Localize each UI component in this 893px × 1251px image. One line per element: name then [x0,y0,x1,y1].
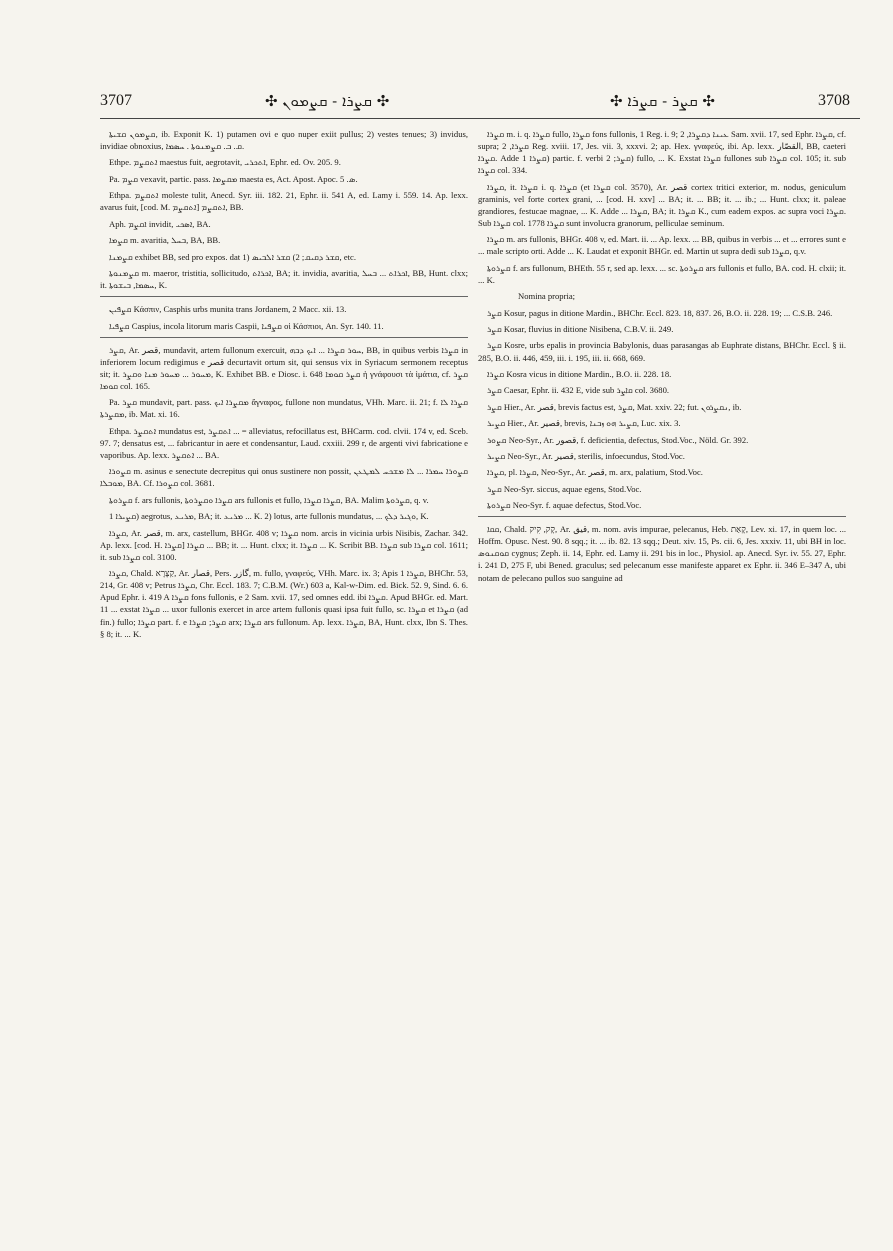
dictionary-entry: ܩܨܪܐ m. ars fullonis, BHGr. 408 v, ed. Mart. ii. ... Ap. lexx. ... BB, quibus in verbis ... et ... errores sunt e ... male scripto orti. Adde ... K. Laudat et exponit BHGr. ed. Martin ut supra dedi sub ܩܨܪܐ, q.v. [478,234,846,257]
dictionary-entry: ܩܨܦܝܢ Κάσπιν, Casphis urbs munita trans Jordanem, 2 Macc. xii. 13. [109,304,347,315]
dictionary-entry: ܩܨܦܝܐ Caspius, incola litorum maris Caspii, ܩܨܦܝܐ οἱ Κάσπιοι, An. Syr. 140. 11. [109,320,384,331]
dictionary-entry: Aph. ܐܩܨܡ invidit, ܐܣܟܝ, BA. [109,218,211,229]
dictionary-entry: ܩܨܡܐ m. avaritia, ܒܚܠ, BA, BB. [109,235,221,246]
right-page-number: 3708 [818,92,850,109]
dictionary-entry: ܩܨܪܘܬܐ f. ars fullonis, ܩܨܪܐ ܘܩܨܪܘܬܐ ars fullonis et fullo, ܩܨܪܐ ܩܨܪܐ, BA. Malim ܩܨܪܘܬܐ, q. v. [109,494,429,505]
right-running-title: ✣ ܩܨܪ - ܩܨܪܐ ✣ [610,92,715,110]
dictionary-entry: ܩܨܪ Caesar, Ephr. ii. 432 E, vide sub ܩܐܨܪ col. 3680. [487,385,670,396]
dictionary-entry: ܩܨܪܘܬܐ f. ars fullonum, BHEth. 55 r, sed ap. lexx. ... sc. ܩܨܪܘܬܐ ars fullonis et fullo, BA. cod. H. clxii; it. ... K. [478,262,846,285]
dictionary-entry: ܩܨܪܐ, Chald. קַצָּרָא, Ar. قصار, Pers. گازر, m. fullo, γναφεύς, VHh. Marc. ix. 3; Apis ܩܨܪܐ 1, BHChr. 53, 214, Gr. 408 v; Petrus ܩܨܪܐ, Chr. Eccl. 183. 7; C.B.M. (Wr.) 603 a, Kal-w-Dim. ed. Bick. 52. 9, Sind. 6. 6. Apud Ephr. i. 419 A ܩܨܪܐ fons fullonis, e 2 Sam. xvii. 17, sed omnes edd. ibi ܩܨܪܐ. Apud BHGr. ed. Mart. 11 ... exstat ܩܨܪܐ ... uxor fullonis exercet in arce artem fullonis quasi ipsa fuit fullo, sc. ܩܨܪܐ et ܩܨܪܐ (ad fin.) fullo; ܩܨܪܐ part. f. e ܩܨܪ; ܩܨܪܐ arx; ܩܨܪܐ ars fullonum. Ap. lexx. ܩܨܪܐ, BA, Hunt. clxx, Ibn S. Thes. § 8; it. ... K. [100,568,469,639]
dictionary-entry: ܩܨܪ Kosar, fluvius in ditione Nisibena, C.B.V. ii. 249. [487,324,674,335]
dictionary-entry: ܩܨܝܪ Hier., Ar. قصير, brevis, ܩܨܝܪ ܗܘ ܙܒܢܐ, Luc. xix. 3. [487,418,681,429]
dictionary-entry: ܩܨܡܢܐ exhibet BB, sed pro expos. dat 1) ܩܫܪ ܕܩܝܩ; 2) ܩܫܪ ܐܠܒܝܣ, etc. [109,251,356,262]
left-running-title: ✣ ܩܨܪܐ - ܩܨܡܘܢ ✣ [265,92,390,110]
left-column [100,128,468,644]
dictionary-entry: Pa. ܩܨܡ vexavit, partic. pass. ܡܩܨܡܐ maesta es, Act. Apost. Apoc. ܣ. 5. [109,173,358,184]
dictionary-entry: ܩܨܪ Neo-Syr. siccus, aquae egens, Stod.Voc. [487,483,642,494]
dictionary-entry: ܩܨܡܘܢ ܩܫܝܬܐ, ib. Exponit K. 1) putamen ovi e quo nuper exiit pullus; 2) vestes tenues; 3) invidus, invidiae obnoxius, ܩ. ܒ. ܩܨܡܢܘܬܐ . ܚܣܡܐ. [100,129,468,152]
dictionary-entry: ܩܨܘܪܐ m. asinus e senectute decrepitus qui onus sustinere non possit, ܩܨܘܪܐ ܚܡܪܐ ... ܠܐ ܡܫܟܚ ܠܡܛܥܢ ܡܘܒܠܐ, BA. Cf. ܩܨܘܪܐ col. 3681. [100,466,468,489]
dictionary-entry: ܩܨܪܐ Kosra vicus in ditione Mardin., B.O. ii. 228. 18. [487,368,672,379]
dictionary-entry: ܩܨܪܐ m. i. q. ܩܨܪܐ fullo, ܩܨܪܐ fons fullonis, 1 Reg. i. 9; ܥܝܢܐ ܕܩܨܪܐ, 2 Sam. xvii. 17, sed Ephr. ܩܨܪܐ, cf. supra; ܩܨܪܐ, 2 Reg. xviii. 17, Jes. vii. 3, xxxvi. 2; ap. Hex. γναφεύς, ibi. Ap. lexx. القصّار, BB, caeteri ܩܨܪܐ. Adde ܩܨܪܐ 1) partic. f. verbi ܩܨܪ; 2) fullo, ... K. Exstat ܩܨܪܐ fullones sub ܩܨܪܐ col. 105; it. sub ܩܨܪܐ col. 334. [478,129,847,176]
dictionary-entry: ܩܨܪ, Ar. قصر, mundavit, artem fullonum exercuit, ܚܘܪ ܩܨܪܐ ... ܐܝܟ ܕܒܗ, BB, in quibus verbis ܩܨܪܐ in inferiorem locum redigimus e قصر decurtavit ortum sit, qui sensus vix in Syriacum sermonem receptus sit; it. ܡܚܘܪ ... ܡܚܘܪ ܡܢܐ ܘܩܨܪ, K. Exhibet BB. e Diosc. i. 648 ܩܨܪ ܩܘܡܐ ἡ γνάφουσι τὰ ἱμάτια, cf. ܩܨܪ ܩܘܡܐ col. 165. [100,344,469,391]
entry-separator [100,296,468,297]
dictionary-entry: Ethpa. ܐܬܩܨܪ mundatus est, ܐܬܩܨܪ ... = alleviatus, refocillatus est, BHCarm. cod. clvii. 174 v, ed. Sceb. 97. 7; densatus est, ... fabricantur in aere et condensantur, Laud. cxxiii. 299 r, de argenti vivi fabricatione e vaporibus. Ap. lexx. ܐܬܩܨܪ ... BA. [100,425,468,460]
dictionary-entry: ܩܨܪܐ, Ar. قصر, m. arx, castellum, BHGr. 408 v; ܩܨܪܐ nom. arcis in vicinia urbis Nisibis, Zachar. 342. Ap. lexx. [cod. H. ܩܨܪܐ] ܩܨܪܐ ... BB; it. ... Hunt. clxx; it. ܩܨܪܐ ... K. Scribit BB. ܩܨܪܐ sub ܩܨܪܐ col. 1611; it. sub ܩܨܪܐ col. 3100. [100,527,468,562]
header-rule [100,118,860,119]
dictionary-entry: ܩܨܪ Hier., Ar. قصر, brevis factus est, ܩܨܪ, Mat. xxiv. 22; fut. ܢܩܨܪܘܢ, ib. [487,401,742,412]
right-column [478,128,846,588]
dictionary-entry: ܩܨܝܪ Neo-Syr., Ar. قصير, sterilis, infoecundus, Stod.Voc. [487,450,685,461]
proper-names-heading: Nomina propria; [518,291,576,302]
entry-separator [478,516,846,517]
dictionary-entry: ܩܨܘܪ Neo-Syr., Ar. قصور, f. deficientia, defectus, Stod.Voc., Nöld. Gr. 392. [487,434,749,445]
dictionary-entry: ܩܨܪܐ, pl. ܩܨܪܐ, Neo-Syr., Ar. قصر, m. arx, palatium, Stod.Voc. [487,467,703,478]
dictionary-entry: Ethpe. ܐܬܩܨܡ maestus fuit, aegrotavit, ܐܬܟܪܝ, Ephr. ed. Ov. 205. 9. [109,157,341,168]
dictionary-entry: ܩܨܪܘܬܐ Neo-Syr. f. aquae defectus, Stod.Voc. [487,500,642,511]
dictionary-entry: Pa. ܩܨܪ mundavit, part. pass. ܡܩܨܪܐ ܐܝܟ ἄγναφος, fullone non mundatus, VHh. Marc. ii. 21; f. ܩܨܪܐ ܠܐ ܡܩܨܪܬܐ, ib. Mat. xi. 16. [100,397,469,420]
dictionary-entry: ܩܨܪ Kosur, pagus in ditione Mardin., BHChr. Eccl. 823. 18, 837. 26, B.O. ii. 228. 19; ... C.S.B. 246. [487,307,833,318]
dictionary-entry: ܩܩܐ, Chald. קָק, קִיק, Ar. قيق, m. nom. avis impurae, pelecanus, Heb. קָאַת, Lev. xi. 17, in quem loc. ... Hoffm. Opusc. Nest. 90. 8 sqq.; it. ... ib. 82. 13 sqq.; Deut. xiv. 15, Ps. cii. 6, Jes. xxxiv. 11, ubi BH in loc. ܩܘܩܢܘܣ cygnus; Zeph. ii. 14, Ephr. ed. Lamy ii. 291 bis in loc., Physiol. ap. Anecd. Syr. iv. 55. 27, Ephr. i. 241 D, 275 F, ubi Bened. graculus; sed pelecanum esse manifeste apparet ex Ephr. ii. 346 E–347 A, ubi notam de pelecano pullos suo sanguine ad [478,524,846,583]
dictionary-entry: ܩܨܪܐ, it. ܩܨܪܐ i. q. ܩܨܪܐ (et ܩܨܪܐ col. 3570), Ar. قصر cortex tritici exterior, m. nodus, geniculum graminis, vel forte cortex grani, ... [cod. H. xxv] ... BA; it. ... BB; it. ... ib.; ... Hunt. clxx; it. paleae grandiores, festucae magnae, ... K. Adde ... ܩܨܪܐ, BA; it. ܩܨܪܐ K., cum eadem expos. ac supra voci ܩܨܪܐ. Sub ܩܨܪܐ col. 1778 ܩܨܪܐ sunt involucra granorum, pelliculae seminum. [478,181,846,228]
dictionary-entry: ܩܨܪ Kosre, urbs epalis in provincia Babylonis, duas parasangas ab Euphrate distans, BHChr. Eccl. § ii. 285, B.O. ii. 446, 459, iii. i. 195, iii. ii. 668, 669. [478,340,846,363]
left-page-number: 3707 [100,92,132,109]
entry-separator [100,337,468,338]
dictionary-entry: ܩܨܝܪܐ 1) aegrotus, ܡܪܝܥ, BA; it. ܡܪܝܥ ... K. 2) lotus, arte fullonis mundatus, ... ܘܓܝܪ ܕܠܟ, K. [109,511,429,522]
dictionary-entry: ܩܨܡܢܘܬܐ m. maeror, tristitia, sollicitudo, ܐܟܪܐܬ, BA; it. invidia, avaritia, ܐܟܪܐܬ ... ܒܚܠ, BB, Hunt. clxx; it. ܚܣܡܐ, ܒܝܫܘܬܐ, K. [100,267,468,291]
dictionary-entry: Ethpa. ܐܬܩܨܡ moleste tulit, Anecd. Syr. iii. 182. 21, Ephr. ii. 541 A, ed. Lamy i. 559. 14. Ap. lexx. avarus fuit, [cod. M. ܐܬܩܨܡ] ܐܬܩܨܡ, BB. [100,190,468,213]
